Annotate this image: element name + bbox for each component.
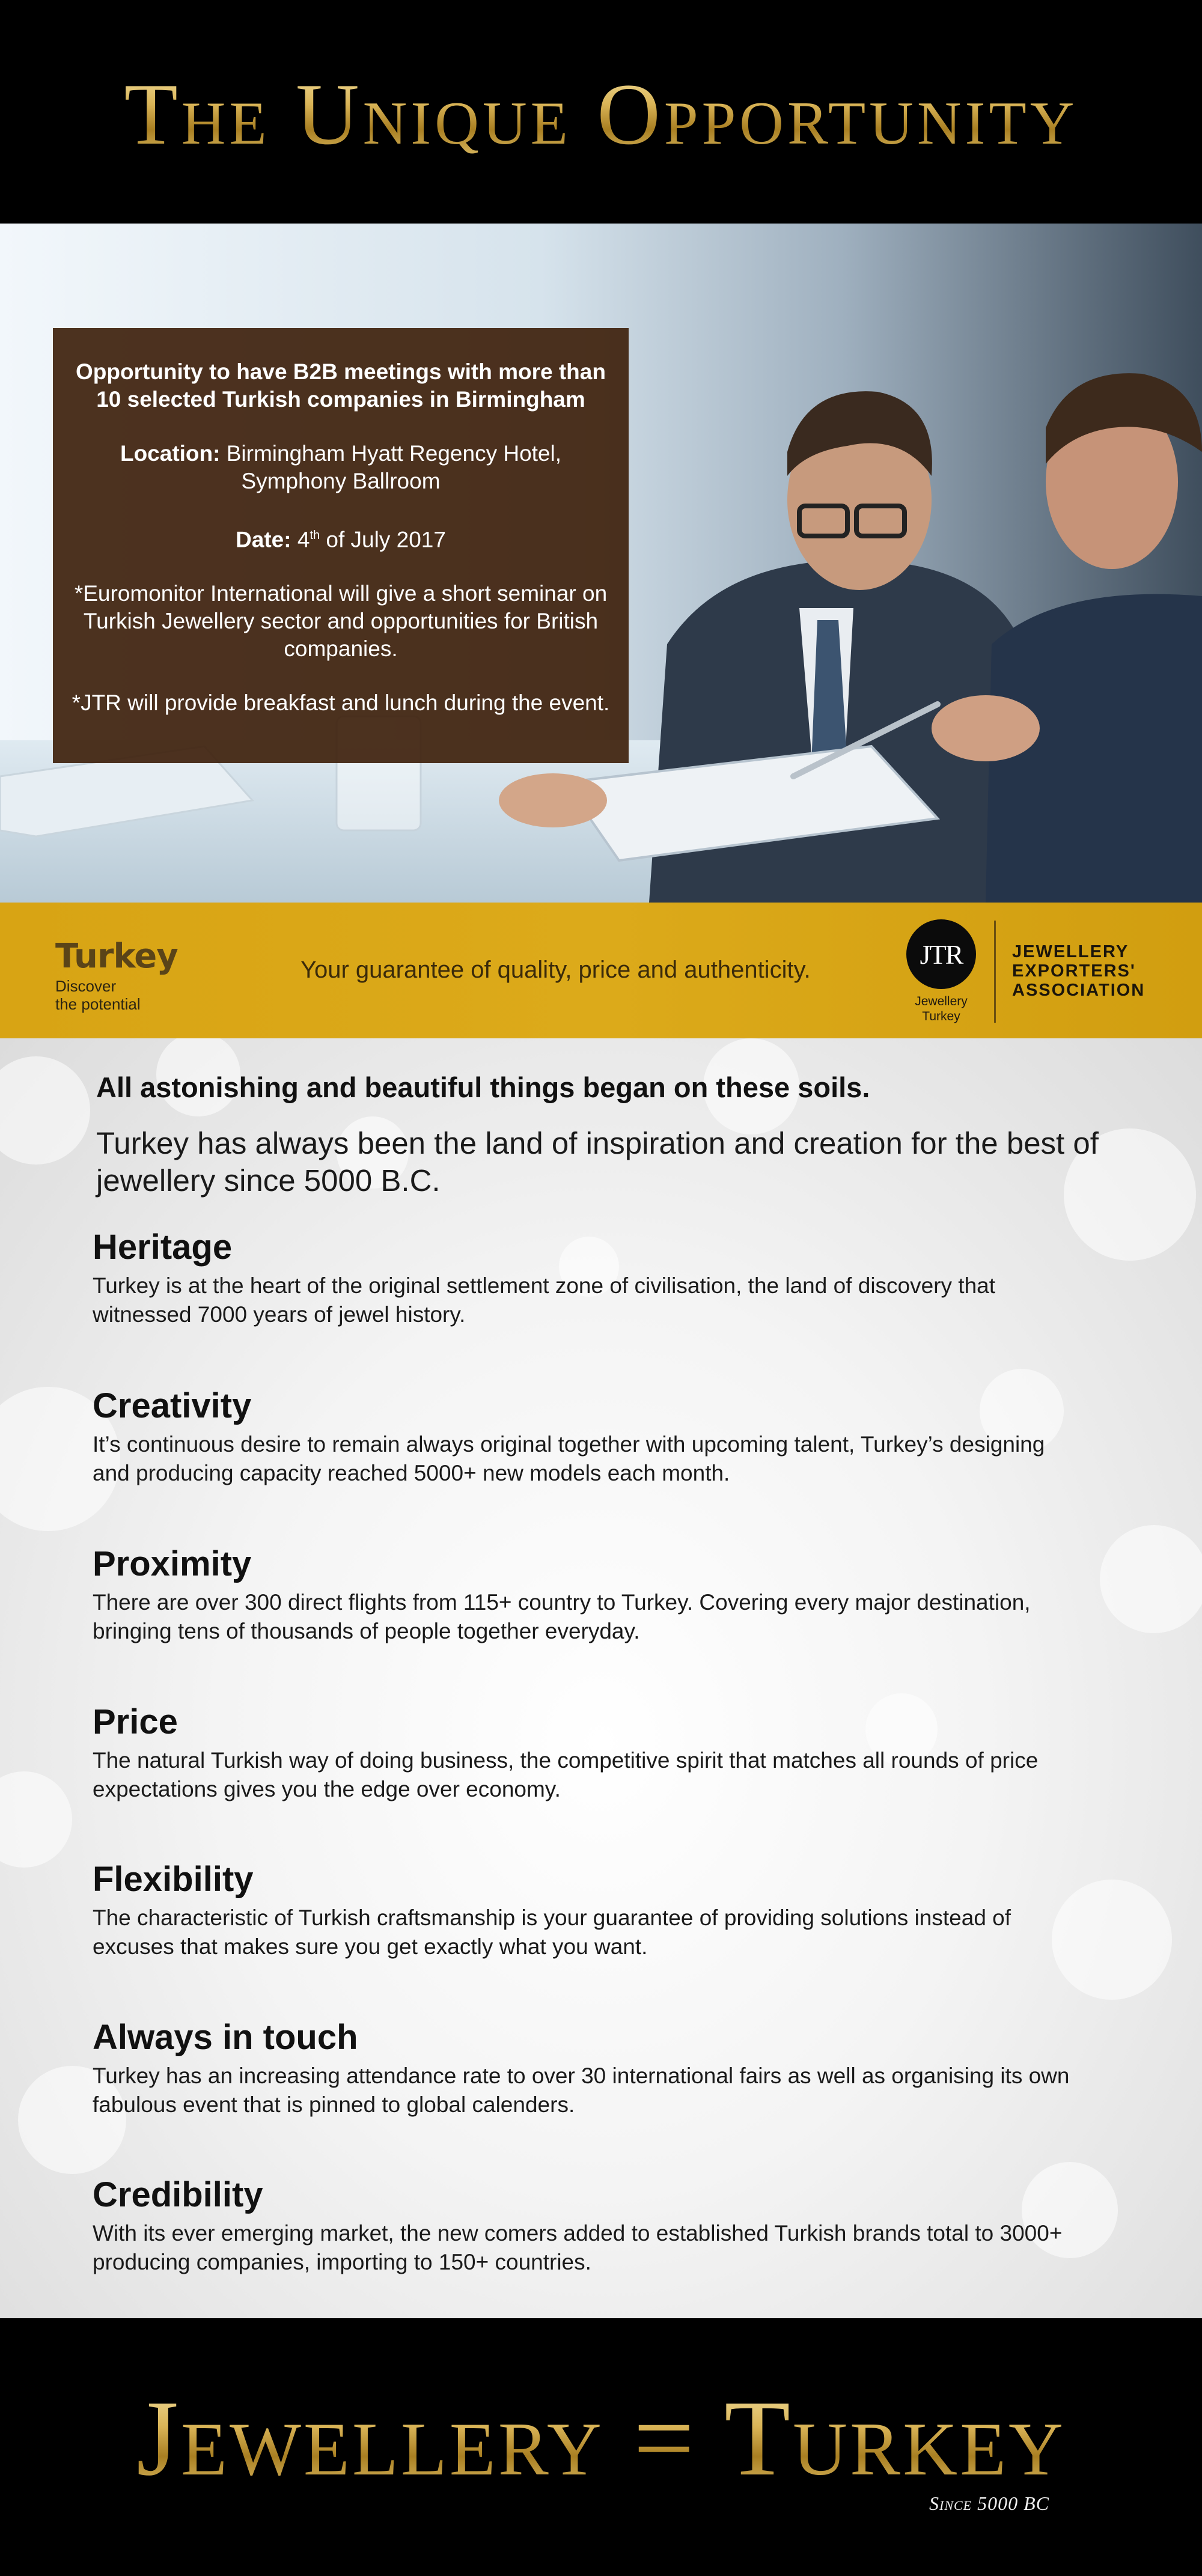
date-day: 4 — [297, 527, 310, 552]
section-title: Heritage — [93, 1228, 233, 1267]
section-title: Credibility — [93, 2175, 263, 2214]
section-text: The natural Turkish way of doing business, the competitive spirit that matches all rounds of price expectations gives you the edge over economy. — [93, 1748, 1039, 1801]
section-text: The characteristic of Turkish craftsmanship is your guarantee of providing solutions instead of excuses that makes sure you get exactly what you want. — [93, 1905, 1011, 1959]
association-name — [1012, 942, 1145, 1000]
jtr-caption-line-1: Jewellery — [915, 994, 968, 1008]
section-proximity — [93, 1545, 1078, 1646]
footer-band — [0, 2318, 1202, 2576]
section-price — [93, 1703, 1078, 1804]
location-label: Location: — [120, 441, 221, 466]
section-title: Flexibility — [93, 1860, 254, 1899]
since-text: Since 5000 BC — [929, 2492, 1050, 2514]
intro-lead: All astonishing and beautiful things began on these soils. — [96, 1071, 870, 1103]
section-flexibility — [93, 1860, 1078, 1961]
turkey-discover-logo — [55, 937, 178, 1013]
jtr-caption-line-2: Turkey — [922, 1009, 960, 1023]
turkey-logo-word: Turkey — [55, 937, 178, 976]
jtr-logo — [906, 919, 976, 989]
section-text: Turkey has an increasing attendance rate to over 30 international fairs as well as organising its own fabulous event that is pinned to global calenders. — [93, 2063, 1070, 2117]
jtr-caption — [899, 994, 983, 1024]
tagline: Your guarantee of quality, price and authenticity. — [300, 957, 811, 983]
brand-band — [0, 903, 1202, 1038]
footer-title: Jewellery = Turkey — [0, 2378, 1202, 2498]
hero-photo — [0, 224, 1202, 903]
section-credibility — [93, 2176, 1078, 2277]
association-line-2: EXPORTERS' — [1012, 961, 1136, 981]
event-location — [71, 440, 611, 495]
section-title: Creativity — [93, 1386, 252, 1425]
date-suffix: th — [310, 529, 320, 542]
date-label: Date: — [236, 527, 291, 552]
section-title: Proximity — [93, 1544, 252, 1583]
intro-body: Turkey has always been the land of inspiration and creation for the best of jewellery since 5000 B.C. — [96, 1126, 1099, 1198]
turkey-logo-sub-2: the potential — [55, 995, 141, 1013]
date-rest: of July 2017 — [326, 527, 446, 552]
association-line-1: JEWELLERY — [1012, 942, 1129, 961]
content-area — [0, 1038, 1202, 2318]
header-band — [0, 0, 1202, 224]
section-always-in-touch — [93, 2018, 1078, 2119]
jtr-logo-text: JTR — [920, 939, 963, 970]
event-info-box — [53, 328, 629, 763]
event-headline: Opportunity to have B2B meetings with more than 10 selected Turkish companies in Birmingham — [76, 359, 606, 412]
meal-note: *JTR will provide breakfast and lunch during the event. — [72, 690, 610, 716]
logo-divider — [994, 921, 996, 1023]
section-text: Turkey is at the heart of the original settlement zone of civilisation, the land of discovery that witnessed 7000 years of jewel history. — [93, 1273, 996, 1327]
page-title: The Unique Opportunity — [124, 64, 1078, 165]
event-date — [71, 522, 611, 553]
section-text: With its ever emerging market, the new comers added to established Turkish brands total to 3000+ producing companies, importing to 150+ countries. — [93, 2221, 1063, 2274]
section-text: It’s continuous desire to remain always original together with upcoming talent, Turkey’s designing and producing capacity reached 5000+ new models each month. — [93, 1432, 1045, 1485]
section-heritage — [93, 1228, 1078, 1329]
section-title: Always in touch — [93, 2018, 358, 2057]
location-value: Birmingham Hyatt Regency Hotel, Symphony Ballroom — [226, 441, 562, 493]
seminar-note: *Euromonitor International will give a short seminar on Turkish Jewellery sector and opportunities for British companies. — [74, 581, 608, 662]
turkey-logo-sub-1: Discover — [55, 977, 117, 995]
section-title: Price — [93, 1702, 178, 1741]
section-creativity — [93, 1387, 1078, 1488]
association-line-3: ASSOCIATION — [1012, 981, 1146, 1000]
section-text: There are over 300 direct flights from 115+ country to Turkey. Covering every major destination, bringing tens of thousands of people together everyday. — [93, 1590, 1031, 1643]
